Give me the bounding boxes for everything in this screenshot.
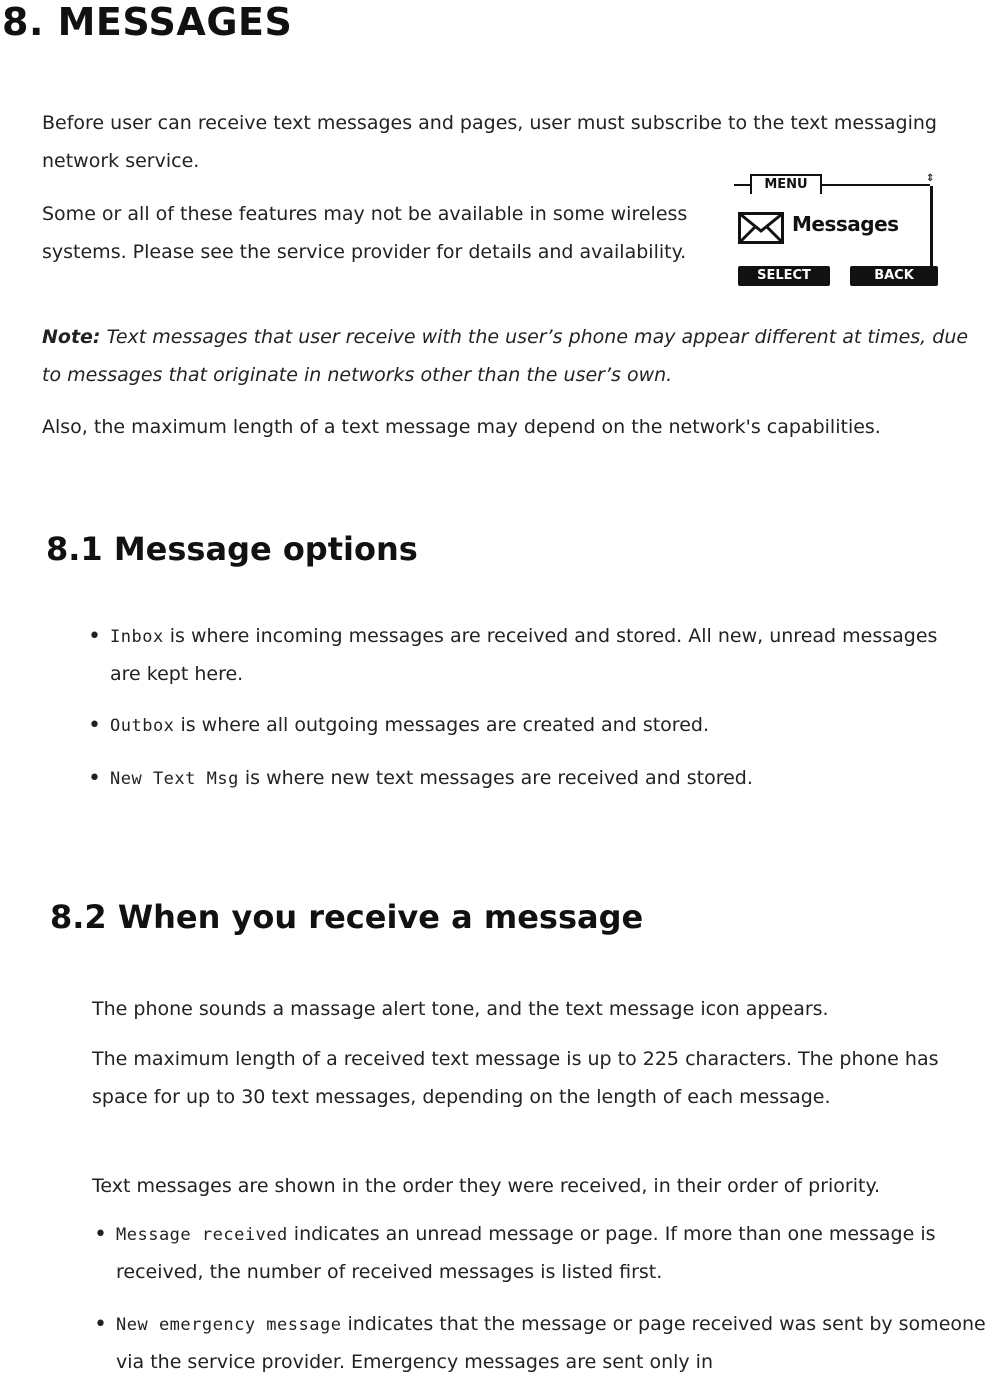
bullet-dot: • (94, 1312, 107, 1337)
section-8-2-paragraph-3: Text messages are shown in the order they were received, in their order of priority. (92, 1175, 881, 1197)
bullet-term: Inbox (110, 627, 164, 647)
menu-tab: MENU (750, 174, 822, 194)
note-label: Note: (42, 326, 101, 348)
list-item (94, 1216, 986, 1291)
bullet-text: is where new text messages are received and stored. (238, 767, 753, 789)
bullet-term: New Text Msg (110, 769, 239, 789)
bullet-dot: • (94, 1222, 107, 1247)
bullet-text: is where all outgoing messages are created and stored. (174, 714, 709, 736)
note-paragraph (42, 318, 987, 394)
chapter-title: 8. MESSAGES (2, 0, 293, 44)
select-softkey: SELECT (738, 266, 830, 286)
scroll-indicator-icon: ⇕ (926, 173, 935, 184)
bullet-text: indicates that the message or page received was sent by someone via the service provider. Emergency messages are sent only in (116, 1313, 986, 1373)
bullet-dot: • (88, 624, 101, 649)
scroll-bar (930, 186, 933, 270)
bullet-term: Message received (116, 1225, 288, 1245)
bullet-term: Outbox (110, 716, 175, 736)
list-item (94, 1306, 986, 1381)
section-title-8-2: 8.2 When you receive a message (50, 898, 644, 936)
list-item (88, 760, 970, 798)
intro-paragraph-2: Some or all of these features may not be available in some wireless systems. Please see the service provider for details and availability. (42, 203, 688, 263)
bullet-dot: • (88, 766, 101, 791)
phone-screen-illustration (734, 172, 942, 290)
section-8-2-paragraph-1: The phone sounds a massage alert tone, and the text message icon appears. (92, 998, 829, 1020)
intro-paragraph-3: Also, the maximum length of a text message may depend on the network's capabilities. (42, 416, 881, 438)
messages-menu-item-label: Messages (792, 212, 899, 236)
section-title-8-1: 8.1 Message options (46, 530, 418, 568)
back-softkey: BACK (850, 266, 938, 286)
note-text: Text messages that user receive with the user’s phone may appear different at times, due to messages that originate in networks other than the user’s own. (42, 326, 969, 386)
list-item (88, 707, 970, 745)
list-item (88, 618, 970, 693)
section-8-2-paragraph-2: The maximum length of a received text message is up to 225 characters. The phone has space for up to 30 text messages, depending on the length of each message. (92, 1048, 939, 1108)
bullet-dot: • (88, 713, 101, 738)
intro-paragraph-1: Before user can receive text messages and pages, user must subscribe to the text messaging network service. (42, 112, 937, 172)
envelope-icon (738, 212, 784, 244)
bullet-term: New emergency message (116, 1315, 342, 1335)
bullet-text: indicates an unread message or page. If more than one message is received, the number of received messages is listed first. (116, 1223, 936, 1283)
bullet-text: is where incoming messages are received and stored. All new, unread messages are kept here. (110, 625, 938, 685)
